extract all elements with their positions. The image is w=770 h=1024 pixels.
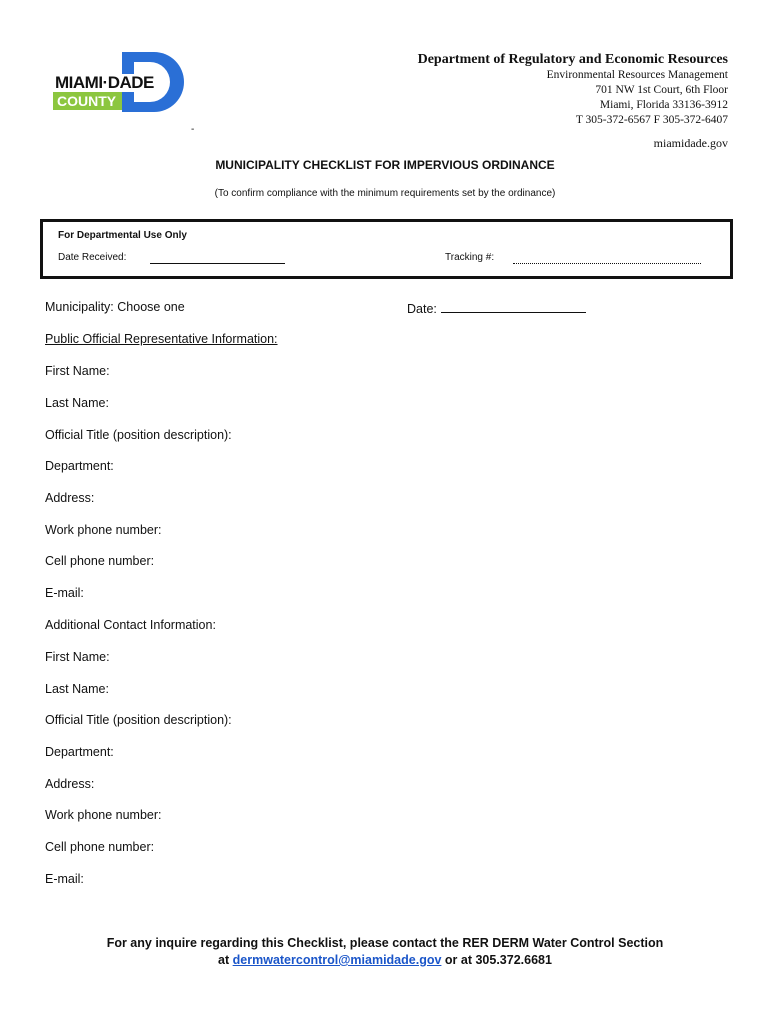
footer-suffix: or at 305.372.6681 xyxy=(444,953,552,967)
po-address-label: Address: xyxy=(45,491,95,505)
departmental-use-header: For Departmental Use Only xyxy=(58,230,187,241)
date-row xyxy=(407,300,586,316)
ac-first-name-label: First Name: xyxy=(45,650,110,664)
ac-address-label: Address: xyxy=(45,777,95,791)
tracking-label: Tracking #: xyxy=(445,252,495,263)
address-line-2: Miami, Florida 33136-3912 xyxy=(599,99,728,111)
footer-prefix: at xyxy=(218,953,230,967)
po-department-label: Department: xyxy=(45,459,114,473)
additional-contact-heading: Additional Contact Information: xyxy=(45,618,216,632)
contact-email-link[interactable]: dermwatercontrol@miamidade.gov xyxy=(232,953,442,967)
website: miamidade.gov xyxy=(653,136,728,150)
phone-numbers: T 305-372-6567 F 305-372-6407 xyxy=(575,114,728,126)
ac-email-label: E-mail: xyxy=(45,872,84,886)
footer-line-2 xyxy=(0,952,770,969)
date-label: Date: xyxy=(407,302,437,316)
address-line-1: 701 NW 1st Court, 6th Floor xyxy=(595,84,728,96)
date-received-label: Date Received: xyxy=(58,252,127,263)
po-work-phone-label: Work phone number: xyxy=(45,523,162,537)
po-official-title-label: Official Title (position description): xyxy=(45,428,232,442)
department-title: Department of Regulatory and Economic Resources xyxy=(417,52,728,67)
po-last-name-label: Last Name: xyxy=(45,396,109,410)
logo-text-top: MIAMI·DADE xyxy=(55,73,154,92)
footer-line-1: For any inquire regarding this Checklist, please contact the RER DERM Water Control Section xyxy=(106,936,664,950)
footer-contact xyxy=(0,935,770,969)
ac-official-title-label: Official Title (position description): xyxy=(45,713,232,727)
tracking-field[interactable] xyxy=(513,263,701,264)
po-email-label: E-mail: xyxy=(45,586,84,600)
date-received-field[interactable] xyxy=(150,263,285,264)
date-field[interactable] xyxy=(441,300,586,313)
ac-work-phone-label: Work phone number: xyxy=(45,808,162,822)
departmental-use-box xyxy=(40,219,733,279)
miami-dade-logo xyxy=(50,52,186,114)
po-cell-phone-label: Cell phone number: xyxy=(45,554,155,568)
division-name: Environmental Resources Management xyxy=(546,69,728,81)
logo-text-bottom: COUNTY xyxy=(53,92,122,110)
form-subtitle: (To confirm compliance with the minimum requirements set by the ordinance) xyxy=(214,188,556,199)
ac-department-label: Department: xyxy=(45,745,114,759)
public-official-heading: Public Official Representative Information: xyxy=(45,332,278,346)
municipality-row xyxy=(45,300,185,315)
ac-cell-phone-label: Cell phone number: xyxy=(45,840,155,854)
po-first-name-label: First Name: xyxy=(45,364,110,378)
department-header xyxy=(418,52,728,151)
municipality-label: Municipality: xyxy=(45,300,114,314)
municipality-select[interactable]: Choose one xyxy=(117,300,185,314)
stray-mark: - xyxy=(191,124,195,135)
form-title: MUNICIPALITY CHECKLIST FOR IMPERVIOUS ORDINANCE xyxy=(215,158,555,172)
ac-last-name-label: Last Name: xyxy=(45,682,109,696)
